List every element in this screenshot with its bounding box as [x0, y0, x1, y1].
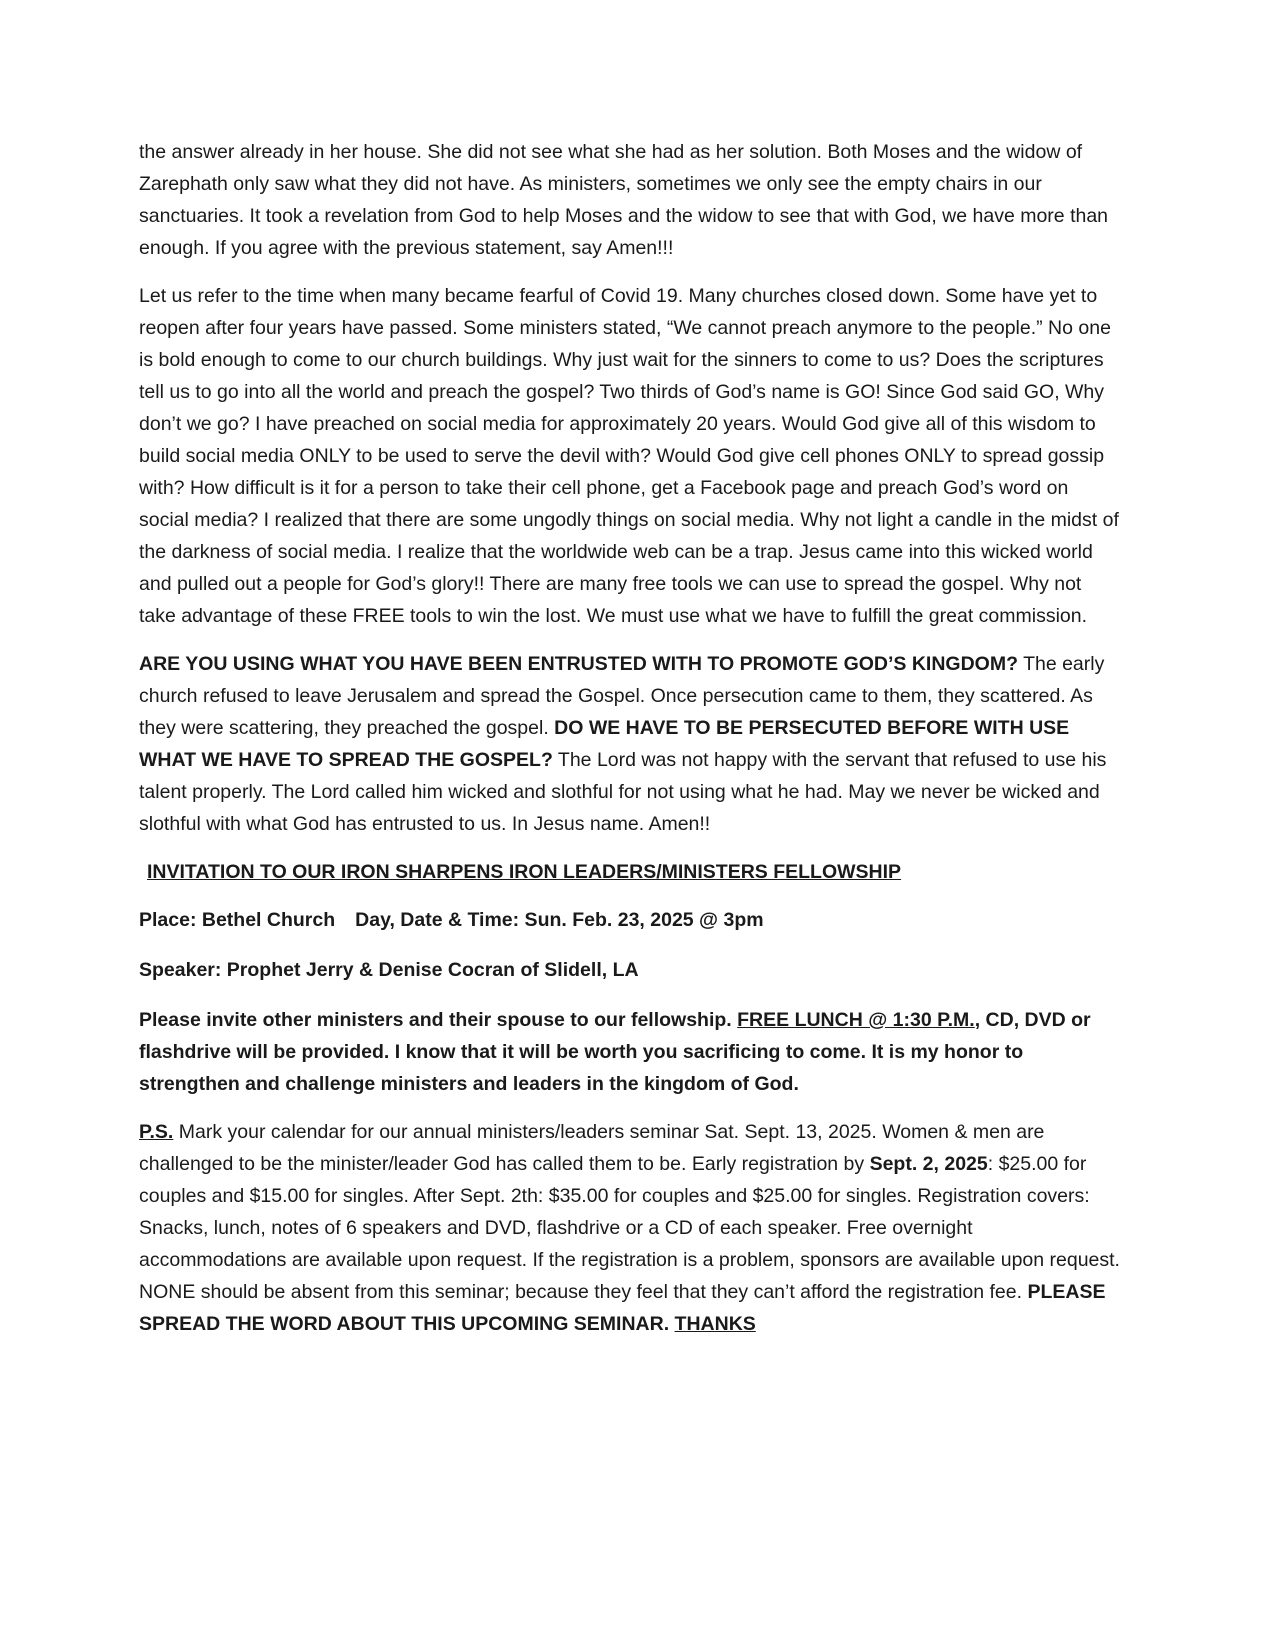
ps-thanks: THANKS	[674, 1313, 756, 1335]
free-lunch: FREE LUNCH @ 1:30 P.M.	[737, 1009, 975, 1031]
paragraph-widow: the answer already in her house. She did not see what she had as her solution. Both Moses and the widow of Zarephath only saw what they did not have. As ministers, sometimes we only see the empty chairs in our sanctuaries. It took a revelation from God to help Moses and the widow to see that with God, we have more than enough. If you agree with the previous statement, say Amen!!!	[139, 141, 1109, 259]
event-place-datetime	[139, 904, 1121, 936]
ps-label: P.S.	[139, 1121, 174, 1143]
invitation-heading: INVITATION TO OUR IRON SHARPENS IRON LEADERS/MINISTERS FELLOWSHIP	[147, 861, 902, 883]
paragraph-covid: Let us refer to the time when many became fearful of Covid 19. Many churches closed down. Some have yet to reopen after four years have passed. Some ministers stated, “We cannot preach anymore to the people.” No one is bold enough to come to our church buildings. Why just wait for the sinners to come to us? Does the scriptures tell us to go into all the world and preach the gospel? Two thirds of God’s name is GO! Since God said GO, Why don’t we go? I have preached on social media for approximately 20 years. Would God give all of this wisdom to build social media ONLY to be used to serve the devil with? Would God give cell phones ONLY to spread gossip with? How difficult is it for a person to take their cell phone, get a Facebook page and preach God’s word on social media? I realized that there are some ungodly things on social media. Why not light a candle in the midst of the darkness of social media. I realize that the worldwide web can be a trap. Jesus came into this wicked world and pulled out a people for God’s glory!! There are many free tools we can use to spread the gospel. Why not take advantage of these FREE tools to win the lost. We must use what we have to fulfill the great commission.	[139, 285, 1119, 627]
ps-early-date: Sept. 2, 2025	[869, 1153, 988, 1175]
text-talent: The Lord was not happy with the servant that refused to use his talent properly. The Lord called him wicked and slothful for not using what he had. May we never be wicked and slothful with what God has entrusted to us. In Jesus name. Amen!!	[139, 749, 1107, 835]
question-entrusted: ARE YOU USING WHAT YOU HAVE BEEN ENTRUSTED WITH TO PROMOTE GOD’S KINGDOM?	[139, 653, 1018, 675]
ps-spread-word: PLEASE SPREAD THE WORD ABOUT THIS UPCOMING SEMINAR.	[139, 1281, 1106, 1335]
event-speaker: Speaker: Prophet Jerry & Denise Cocran of Slidell, LA	[139, 959, 639, 981]
event-datetime: Day, Date & Time: Sun. Feb. 23, 2025 @ 3pm	[355, 909, 764, 931]
paragraph-entrusted	[139, 648, 1121, 840]
invite-rest: , CD, DVD or flashdrive will be provided. I know that it will be worth you sacrificing to come. It is my honor to strengthen and challenge ministers and leaders in the kingdom of God.	[139, 1009, 1091, 1095]
document-page	[139, 136, 1121, 1340]
event-place: Place: Bethel Church	[139, 909, 336, 931]
ps-text-1: Mark your calendar for our annual ministers/leaders seminar Sat. Sept. 13, 2025. Women & men are challenged to be the minister/leader God has called them to be. Early registration by	[139, 1121, 1045, 1175]
invitation-paragraph	[139, 1004, 1121, 1100]
text-early-church: The early church refused to leave Jerusalem and spread the Gospel. Once persecution came to them, they scattered. As they were scattering, they preached the gospel.	[139, 653, 1105, 739]
ps-paragraph	[139, 1116, 1121, 1340]
invite-lead: Please invite other ministers and their spouse to our fellowship.	[139, 1009, 738, 1031]
ps-text-2: : $25.00 for couples and $15.00 for singles. After Sept. 2th: $35.00 for couples and $25.00 for singles. Registration covers: Snacks, lunch, notes of 6 speakers and DVD, flashdrive or a CD of each speaker. Free overnight accommodations are available upon request. If the registration is a problem, sponsors are available upon request. NONE should be absent from this seminar; because they feel that they can’t afford the registration fee.	[139, 1153, 1120, 1303]
question-persecuted: DO WE HAVE TO BE PERSECUTED BEFORE WITH USE WHAT WE HAVE TO SPREAD THE GOSPEL?	[139, 717, 1070, 771]
